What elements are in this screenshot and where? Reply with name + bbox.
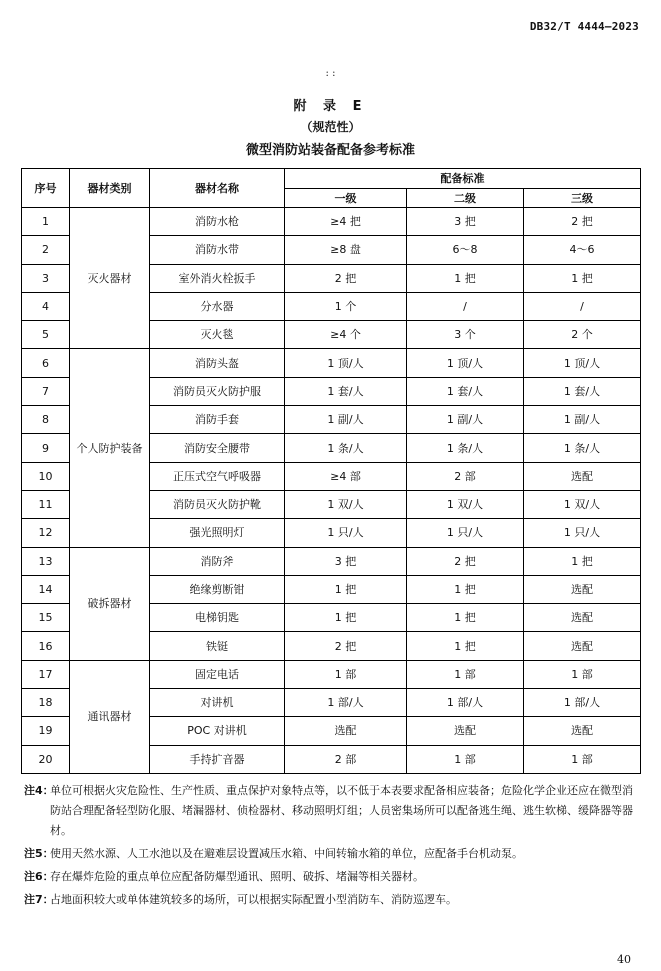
row-level1: 1 部/人 [285,689,407,717]
row-name: 消防手套 [150,406,285,434]
row-level2: 1 套/人 [407,377,524,405]
row-index: 10 [22,462,70,490]
row-name: 对讲机 [150,689,285,717]
row-level1: ≥4 把 [285,208,407,236]
row-level1: 1 副/人 [285,406,407,434]
row-level1: 1 套/人 [285,377,407,405]
table-row [22,547,641,575]
row-level3: 2 个 [524,321,641,349]
header-dots: : : [325,68,336,79]
row-index: 5 [22,321,70,349]
header-index: 序号 [22,169,70,208]
equipment-standard-table [21,168,641,774]
row-level2: 1 把 [407,264,524,292]
row-index: 12 [22,519,70,547]
note-7 [24,890,639,910]
row-index: 20 [22,745,70,773]
row-level2: 1 把 [407,575,524,603]
header-level3: 三级 [524,189,641,208]
row-level2: 1 条/人 [407,434,524,462]
row-level1: 1 部 [285,660,407,688]
row-index: 16 [22,632,70,660]
row-name: 室外消火栓扳手 [150,264,285,292]
row-name: 灭火毯 [150,321,285,349]
row-level3: 选配 [524,604,641,632]
row-level3: 1 只/人 [524,519,641,547]
row-level2: 3 把 [407,208,524,236]
note-label: 注7： [24,893,54,906]
row-level1: 1 个 [285,292,407,320]
page-number: 40 [617,953,631,966]
table-row [22,660,641,688]
row-level1: 2 把 [285,264,407,292]
row-index: 1 [22,208,70,236]
row-name: 消防员灭火防护靴 [150,490,285,518]
row-level2: 3 个 [407,321,524,349]
row-name: 固定电话 [150,660,285,688]
row-level3: 选配 [524,575,641,603]
row-index: 4 [22,292,70,320]
row-level3: 1 套/人 [524,377,641,405]
row-index: 15 [22,604,70,632]
row-level2: 2 部 [407,462,524,490]
row-level3: 1 副/人 [524,406,641,434]
notes-section [24,781,639,913]
row-level1: 1 把 [285,604,407,632]
header-category: 器材类别 [70,169,150,208]
appendix-title: 附 录 E [293,99,368,114]
header-level1: 一级 [285,189,407,208]
row-level3: 1 部 [524,745,641,773]
row-level3: 1 双/人 [524,490,641,518]
note-label: 注4： [24,784,54,797]
row-index: 2 [22,236,70,264]
row-index: 7 [22,377,70,405]
note-6 [24,867,639,887]
category-cell: 灭火器材 [70,208,150,349]
table-title: 微型消防站装备配备参考标准 [245,143,415,158]
note-label: 注5： [24,847,54,860]
note-text: 存在爆炸危险的重点单位应配备防爆型通讯、照明、破拆、堵漏等相关器材。 [50,870,424,883]
row-name: 强光照明灯 [150,519,285,547]
row-level1: 选配 [285,717,407,745]
row-level1: ≥4 个 [285,321,407,349]
row-level1: ≥4 部 [285,462,407,490]
row-level3: 1 把 [524,264,641,292]
row-level2: 1 部 [407,660,524,688]
row-level3: 2 把 [524,208,641,236]
row-level1: 2 把 [285,632,407,660]
header-level2: 二级 [407,189,524,208]
row-level1: 3 把 [285,547,407,575]
row-name: 铁铤 [150,632,285,660]
note-text: 使用天然水源、人工水池以及在避难层设置减压水箱、中间转输水箱的单位，应配备手台机动泵。 [50,847,523,860]
row-level3: 1 条/人 [524,434,641,462]
row-level3: 选配 [524,632,641,660]
note-5 [24,844,639,864]
row-name: 消防斧 [150,547,285,575]
row-index: 11 [22,490,70,518]
row-name: 消防头盔 [150,349,285,377]
row-level3: 4～6 [524,236,641,264]
row-level2: / [407,292,524,320]
row-level1: 2 部 [285,745,407,773]
header-name: 器材名称 [150,169,285,208]
row-level2: 1 副/人 [407,406,524,434]
appendix-normative: （规范性） [300,120,361,134]
row-level1: 1 只/人 [285,519,407,547]
note-label: 注6： [24,870,54,883]
row-name: 绝缘剪断钳 [150,575,285,603]
row-level1: 1 双/人 [285,490,407,518]
row-index: 6 [22,349,70,377]
table-row [22,208,641,236]
category-cell: 通讯器材 [70,660,150,773]
row-name: 消防员灭火防护服 [150,377,285,405]
row-index: 8 [22,406,70,434]
row-level1: 1 顶/人 [285,349,407,377]
row-level2: 1 把 [407,632,524,660]
category-cell: 破拆器材 [70,547,150,660]
row-name: 正压式空气呼吸器 [150,462,285,490]
row-level3: 1 把 [524,547,641,575]
row-index: 14 [22,575,70,603]
row-level2: 1 双/人 [407,490,524,518]
row-name: 电梯钥匙 [150,604,285,632]
category-cell: 个人防护装备 [70,349,150,547]
row-level2: 1 部 [407,745,524,773]
table-row [22,349,641,377]
note-text: 占地面积较大或单体建筑较多的场所，可以根据实际配置小型消防车、消防巡逻车。 [50,893,457,906]
row-level3: 1 部 [524,660,641,688]
row-index: 17 [22,660,70,688]
row-name: 消防水带 [150,236,285,264]
row-name: 手持扩音器 [150,745,285,773]
row-index: 13 [22,547,70,575]
row-name: 消防水枪 [150,208,285,236]
document-code: DB32/T 4444—2023 [529,20,639,33]
row-level3: 1 顶/人 [524,349,641,377]
row-level2: 1 部/人 [407,689,524,717]
row-level3: 选配 [524,717,641,745]
row-level2: 1 只/人 [407,519,524,547]
row-index: 19 [22,717,70,745]
row-index: 18 [22,689,70,717]
row-index: 9 [22,434,70,462]
row-name: POC 对讲机 [150,717,285,745]
note-4 [24,781,639,841]
row-level2: 1 顶/人 [407,349,524,377]
row-level2: 1 把 [407,604,524,632]
row-level1: 1 把 [285,575,407,603]
row-level1: ≥8 盘 [285,236,407,264]
row-level2: 6～8 [407,236,524,264]
row-level2: 2 把 [407,547,524,575]
row-level1: 1 条/人 [285,434,407,462]
row-name: 分水器 [150,292,285,320]
row-index: 3 [22,264,70,292]
note-text: 单位可根据火灾危险性、生产性质、重点保护对象特点等，以不低于本表要求配备相应装备；危险化学企业还应在微型消防站合理配备轻型防化服、堵漏器材、侦检器材、移动照明灯组；人员密集场所可以配备逃生绳、逃生软梯、缓降器等器材。 [50,784,633,837]
row-level3: 1 部/人 [524,689,641,717]
row-level2: 选配 [407,717,524,745]
row-level3: / [524,292,641,320]
row-name: 消防安全腰带 [150,434,285,462]
header-standard: 配备标准 [285,169,641,189]
row-level3: 选配 [524,462,641,490]
